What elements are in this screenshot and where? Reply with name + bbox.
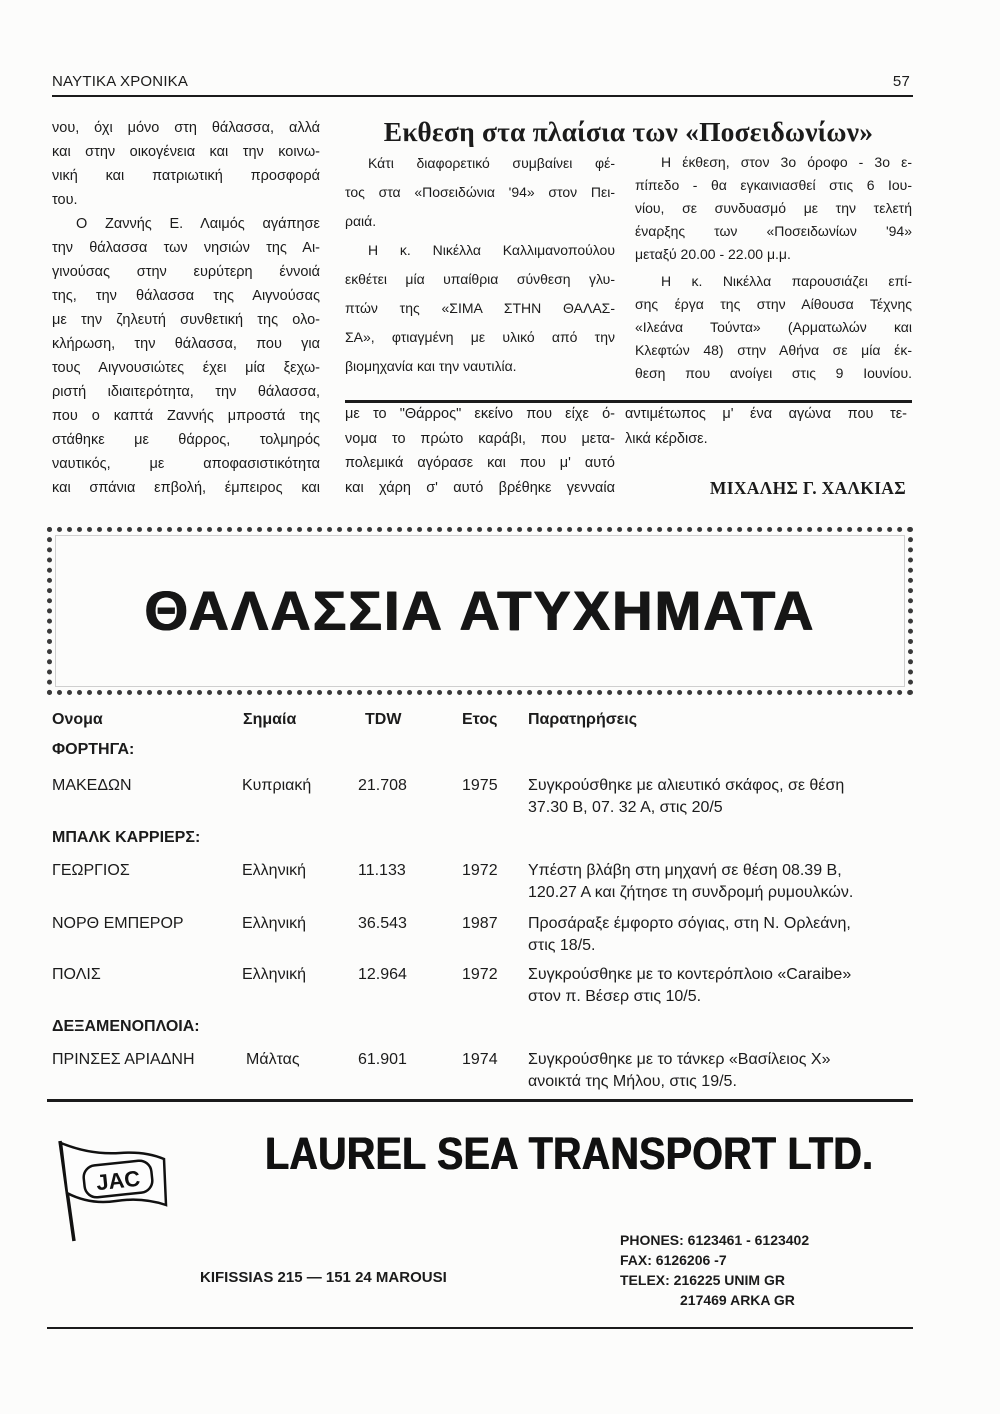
section-label: ΦΟΡΤΗΓΑ:: [52, 741, 135, 758]
column-header-name: Ονομα: [52, 711, 103, 728]
text-line: που ο καπτά Ζαννής μπροστά της: [52, 408, 320, 424]
text-line: Κάτι διαφορετικό συμβαίνει φέ-: [368, 155, 615, 171]
article-left-column: [52, 116, 320, 500]
text-line: Κλεφτών 48) στην Αθήνα σε μία έκ-: [635, 342, 912, 358]
telex: TELEX: 216225 UNIM GR: [620, 1272, 785, 1288]
ship-name: ΝΟΡΘ ΕΜΠΕΡΟΡ: [52, 915, 184, 932]
text-line: ναυτικός, με αποφασιστικότητα: [52, 456, 320, 472]
text-line: στάθηκε με θάρρος, τολμηρός: [52, 432, 320, 448]
remark-line: Συγκρούσθηκε με το τάνκερ «Βασίλειος Χ»: [528, 1051, 831, 1068]
text-line: ραιά.: [345, 213, 377, 229]
section-label: ΔΕΞΑΜΕΝΟΠΛΟΙΑ:: [52, 1018, 200, 1035]
table-row: [52, 1049, 913, 1093]
table-row: [52, 913, 913, 957]
text-line: νίου, σε συνδυασμό με την τελετή: [635, 200, 912, 216]
text-line: νομα το πρώτο καράβι, που μετα-: [345, 430, 615, 447]
text-line: έναρξης των «Ποσειδωνίων '94»: [635, 223, 912, 239]
page-number: 57: [892, 73, 910, 90]
text-line: αντιμέτωπος μ' ένα αγώνα που τε-: [625, 406, 907, 422]
ship-remarks: [528, 913, 913, 957]
text-line: λικά κέρδισε.: [625, 430, 708, 447]
text-line: νου, όχι μόνο στη θάλασσα, αλλά: [52, 120, 320, 136]
text-line: του.: [52, 192, 78, 208]
column-header-year: Ετος: [462, 711, 498, 728]
remark-line: Συγκρούσθηκε με αλιευτικό σκάφος, σε θέση: [528, 777, 845, 794]
ship-flag: Κυπριακή: [242, 777, 312, 794]
text-line: Η κ. Νικέλλα Καλλιμανοπούλου: [368, 242, 615, 258]
text-line: σης έργα της στην Αίθουσα Τέχνης: [635, 296, 912, 312]
ship-flag: Ελληνική: [242, 966, 307, 983]
publication-title: ΝΑΥΤΙΚΑ ΧΡΟΝΙΚΑ: [52, 73, 189, 90]
ship-tdw: 11.133: [358, 862, 406, 879]
ship-remarks: [528, 964, 913, 1008]
remark-line: 37.30 Β, 07. 32 Α, στις 20/5: [528, 799, 723, 816]
remark-line: Υπέστη βλάβη στη μηχανή σε θέση 08.39 Β,: [528, 862, 842, 879]
exhibition-column-1: [345, 149, 615, 381]
text-line: της, την θάλασσα της Αιγνούσας: [52, 288, 320, 304]
company-contacts: [620, 1230, 809, 1310]
remark-line: Συγκρούσθηκε με το κοντερόπλοιο «Caraibe»: [528, 966, 852, 983]
text-line: και χάρη σ' αυτό βρέθηκε γενναία: [345, 479, 615, 496]
text-line: Η έκθεση, στον 3ο όροφο - 3ο ε-: [661, 154, 912, 170]
fax: FAX: 6126206 -7: [620, 1252, 727, 1268]
company-name: LAUREL SEA TRANSPORT LTD.: [265, 1128, 874, 1179]
ship-tdw: 21.708: [358, 777, 407, 794]
article-continued-column-2: [345, 402, 615, 500]
ship-name: ΓΕΩΡΓΙΟΣ: [52, 862, 130, 879]
text-line: με την ζηλευτή συνθετική της ολο-: [52, 312, 320, 328]
ship-remarks: [528, 775, 913, 819]
flag-logo: [50, 1135, 175, 1245]
ship-remarks: [528, 1049, 913, 1093]
exhibition-title: Εκθεση στα πλαίσια των «Ποσειδωνίων»: [383, 116, 874, 147]
text-line: εκθέτει μία υπαίθρια σύνθεση γλυ-: [345, 271, 615, 287]
text-line: κλήρωση, την θάλασσα, που για: [52, 336, 320, 352]
ship-name: ΠΡΙΝΣΕΣ ΑΡΙΑΔΝΗ: [52, 1051, 195, 1068]
ship-name: ΜΑΚΕΔΩΝ: [52, 777, 132, 794]
ship-year: 1975: [462, 777, 498, 794]
ship-flag: Μάλτας: [246, 1051, 300, 1068]
text-line: θεση που ανοίγει στις 9 Ιουνίου.: [635, 365, 912, 381]
text-line: πολεμικά αγόρασε και που μ' αυτό: [345, 455, 615, 471]
ship-flag: Ελληνική: [242, 862, 307, 879]
table-row: [52, 964, 913, 1008]
header-rule: [52, 95, 913, 97]
ship-flag: Ελληνική: [242, 915, 307, 932]
text-line: γινούσας στην ευρύτερη έννοιά: [52, 264, 320, 280]
text-line: τους Αιγνουσιώτες έχει μία ξεχω-: [52, 360, 320, 376]
table-row: [52, 775, 913, 819]
accidents-heading-box: [47, 527, 913, 695]
remark-line: Προσάραξε έμφορτο σόγιας, στη Ν. Ορλεάνη,: [528, 915, 851, 932]
company-address: KIFISSIAS 215 — 151 24 MAROUSI: [200, 1269, 447, 1286]
ship-tdw: 36.543: [358, 915, 407, 932]
remark-line: στις 18/5.: [528, 937, 596, 954]
logo-text: JAC: [94, 1165, 142, 1196]
column-header-tdw: TDW: [365, 711, 402, 728]
text-line: νική και πατριωτική προσφορά: [52, 168, 320, 184]
text-line: και σπάνια επβολή, έμπειρος και: [52, 480, 320, 496]
ship-tdw: 61.901: [358, 1051, 407, 1068]
section-label: ΜΠΑΛΚ ΚΑΡΡΙΕΡΣ:: [52, 829, 201, 846]
text-line: ριστή ιδιαιτερότητα, την θάλασσα,: [52, 384, 320, 400]
article-author: ΜΙΧΑΛΗΣ Γ. ΧΑΛΚΙΑΣ: [709, 478, 906, 498]
article-continued-column-3: [625, 402, 907, 451]
text-line: μεταξύ 20.00 - 22.00 μ.μ.: [635, 246, 791, 262]
text-line: ΣΑ», φτιαγμένη με υλικό από την: [345, 329, 615, 345]
advertisement-bottom-rule: [47, 1327, 913, 1329]
ship-year: 1974: [462, 1051, 498, 1068]
remark-line: 120.27 Α και ζήτησε τη συνδρομή ρυμουλκών.: [528, 884, 854, 901]
text-line: με το "Θάρρος" εκείνο που είχε ό-: [345, 406, 615, 422]
telex-2: 217469 ARKA GR: [680, 1292, 795, 1308]
column-header-flag: Σημαία: [243, 711, 297, 728]
remark-line: ανοικτά της Μήλου, στις 19/5.: [528, 1073, 737, 1090]
text-line: Η κ. Νικέλλα παρουσιάζει επί-: [661, 273, 912, 289]
exhibition-column-2: [635, 151, 912, 385]
text-line: την θάλασσα των νησιών της Αι-: [52, 240, 320, 256]
ship-tdw: 12.964: [358, 966, 407, 983]
text-line: Ο Ζαννής Ε. Λαιμός αγάπησε: [76, 216, 320, 232]
ship-year: 1987: [462, 915, 498, 932]
phones: PHONES: 6123461 - 6123402: [620, 1232, 810, 1248]
ship-year: 1972: [462, 862, 498, 879]
text-line: και στην οικογένεια και την κοινω-: [52, 144, 320, 160]
remark-line: στον π. Βέσερ στις 10/5.: [528, 988, 702, 1005]
ship-name: ΠΟΛΙΣ: [52, 966, 101, 983]
text-line: πτών της «ΣΙΜΑ ΣΤΗΝ ΘΑΛΑΣ-: [345, 300, 615, 316]
column-header-remarks: Παρατηρήσεις: [528, 711, 638, 728]
text-line: τος στα «Ποσειδώνια '94» στον Πει-: [345, 184, 615, 200]
table-row: [52, 860, 913, 904]
ship-remarks: [528, 860, 913, 904]
text-line: πίπεδο - θα εγκαινιασθεί στις 6 Ιου-: [635, 177, 912, 193]
text-line: «Ιλεάνα Τούντα» (Αρματωλών και: [635, 319, 912, 335]
ship-year: 1972: [462, 966, 498, 983]
accidents-heading: ΘΑΛΑΣΣΙΑ ΑΤΥΧΗΜΑΤΑ: [144, 579, 816, 642]
text-line: βιομηχανία και την ναυτιλία.: [345, 358, 517, 374]
table-bottom-rule: [47, 1099, 913, 1102]
